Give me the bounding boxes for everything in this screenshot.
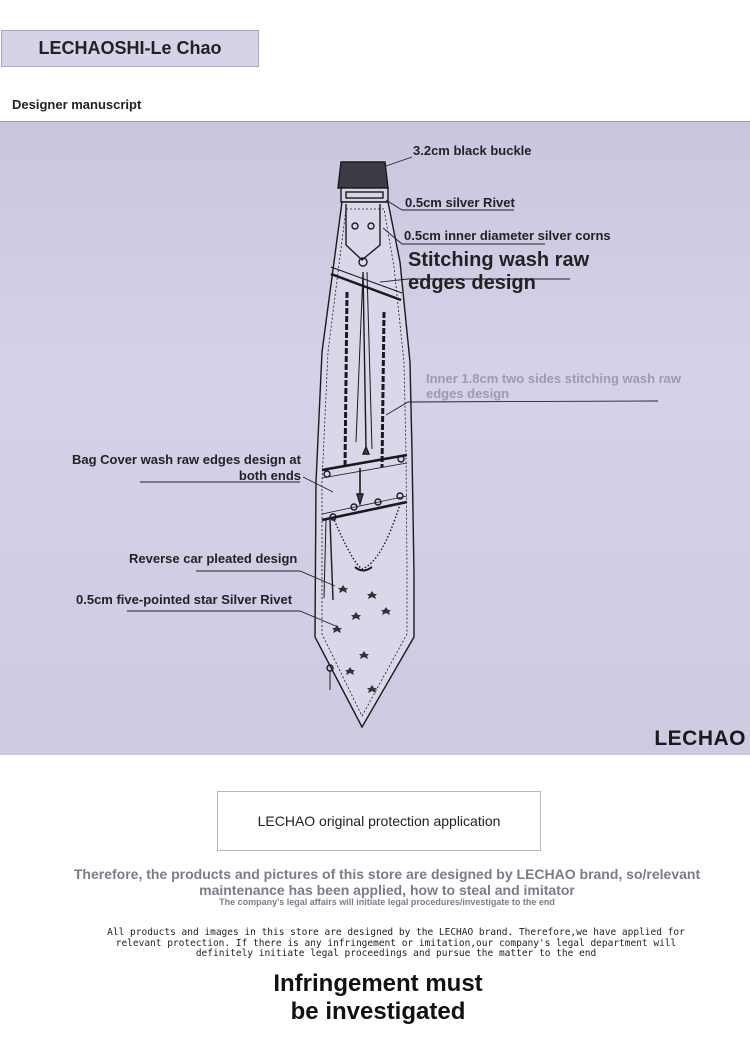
legal-statement-line2: relevant protection. If there is any infringement or imitation,our company's legal department will bbox=[115, 937, 677, 949]
buckle-plate bbox=[341, 188, 388, 202]
label-corns: 0.5cm inner diameter silver corns bbox=[404, 228, 611, 243]
label-inner-line1: Inner 1.8cm two sides stitching wash raw bbox=[426, 371, 682, 386]
brand-header: LECHAOSHI-Le Chao bbox=[1, 30, 259, 67]
label-stitching-line1: Stitching wash raw bbox=[408, 249, 590, 271]
label-stitching bbox=[408, 249, 589, 295]
protection-notice-line2: maintenance has been applied, how to steal and imitator bbox=[199, 882, 575, 898]
legal-statement bbox=[88, 928, 704, 960]
label-rivet: 0.5cm silver Rivet bbox=[405, 195, 515, 210]
label-bag-cover-line1: Bag Cover wash raw edges design at bbox=[71, 452, 301, 467]
legal-note: The company's legal affairs will initiate legal procedures/investigate to the end bbox=[219, 897, 555, 907]
label-pleated: Reverse car pleated design bbox=[129, 551, 298, 566]
legal-statement-line1: All products and images in this store are designed by the LECHAO brand. Therefore,we have applied for bbox=[107, 927, 685, 938]
infringement-warning bbox=[0, 970, 750, 1026]
legal-statement-line3: definitely initiate legal proceedings and pursue the matter to the end bbox=[195, 948, 597, 959]
design-sketch-panel bbox=[0, 121, 750, 755]
label-bag-cover-line2: both ends bbox=[238, 468, 301, 483]
infringement-warning-line2: be investigated bbox=[290, 998, 466, 1025]
brand-logo-mark: LECHAO bbox=[654, 727, 746, 750]
protection-notice-line1: Therefore, the products and pictures of this store are designed by LECHAO brand, so/relevant bbox=[73, 866, 701, 882]
label-inner-stitching bbox=[426, 371, 681, 401]
label-inner-line2: edges design bbox=[426, 386, 510, 401]
label-bag-cover bbox=[40, 452, 301, 484]
label-stitching-line2: edges design bbox=[408, 272, 536, 294]
tie-sketch bbox=[0, 122, 750, 755]
label-star-rivet: 0.5cm five-pointed star Silver Rivet bbox=[76, 592, 293, 607]
page-subtitle: Designer manuscript bbox=[12, 97, 142, 112]
infringement-warning-line1: Infringement must bbox=[273, 970, 483, 997]
protection-notice bbox=[40, 866, 734, 898]
protection-application-box: LECHAO original protection application bbox=[217, 791, 541, 851]
buckle-shape bbox=[338, 162, 388, 188]
label-buckle: 3.2cm black buckle bbox=[413, 143, 532, 158]
